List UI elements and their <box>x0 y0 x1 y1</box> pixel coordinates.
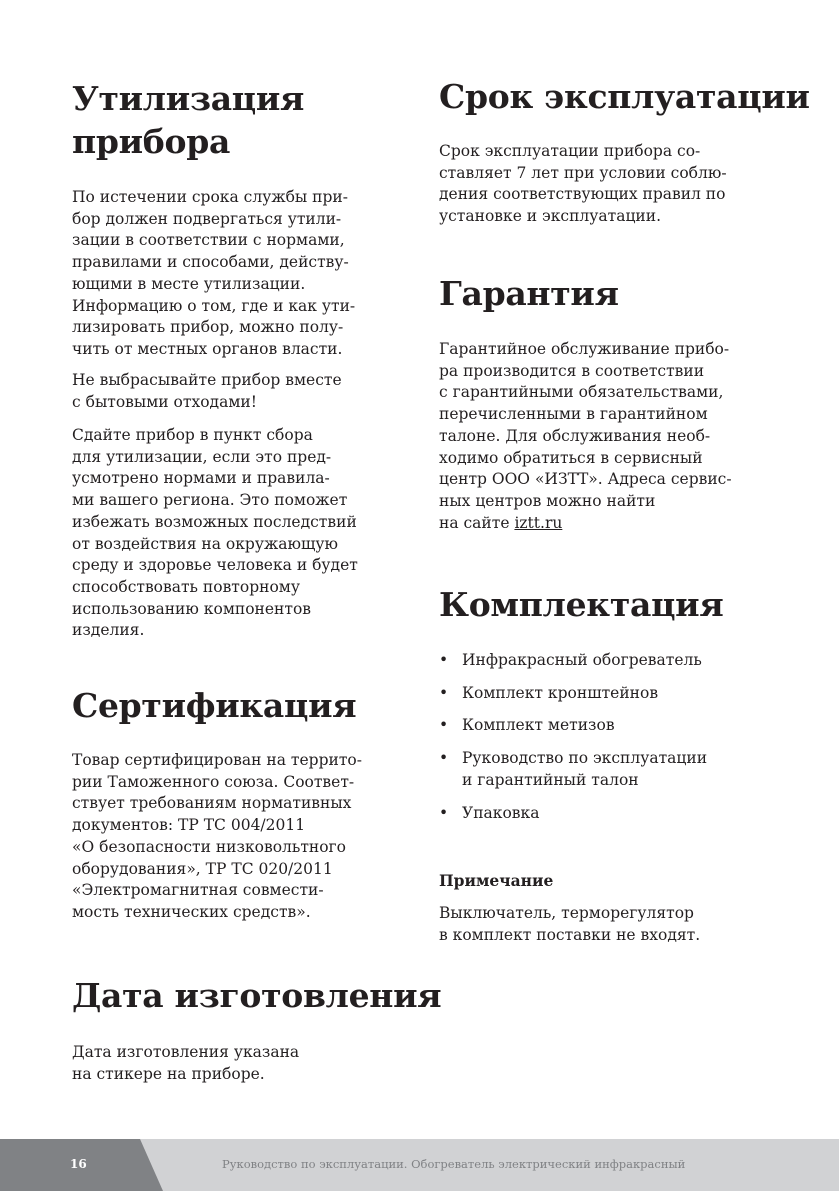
text-line: Сдайте прибор в пункт сбора <box>72 426 313 444</box>
list-item-text: Комплект кронштейнов <box>462 683 659 702</box>
text-line: документов: ТР ТС 004/2011 <box>72 816 306 835</box>
website-link[interactable]: iztt.ru <box>514 513 563 532</box>
warranty-site-prefix: на сайте <box>439 513 515 532</box>
text-line: ходимо обратиться в сервисный <box>439 448 703 467</box>
text-line: «Электромагнитная совмести- <box>72 881 324 900</box>
text-line: изделия. <box>72 621 145 640</box>
list-item <box>439 715 707 737</box>
text-line: талоне. Для обслуживания необ- <box>439 426 711 445</box>
text-line: ставляет 7 лет при условии соблю- <box>439 163 727 182</box>
text-line: зации в соответствии с нормами, <box>72 231 345 250</box>
list-item <box>439 803 707 825</box>
text-line: избежать возможных последствий <box>72 512 357 531</box>
list-item-text: и гарантийный талон <box>462 770 639 789</box>
warranty-title: Гарантия <box>439 274 619 313</box>
page-number: 16 <box>70 1157 87 1171</box>
text-line: использованию компонентов <box>72 599 312 618</box>
text-line: рии Таможенного союза. Соответ- <box>72 772 355 791</box>
text-line: ных центров можно найти <box>439 491 656 510</box>
text-line: с бытовыми отходами! <box>72 392 257 411</box>
text-line: ми вашего региона. Это поможет <box>72 491 348 510</box>
text-line: ющими в месте утилизации. <box>72 274 306 293</box>
utilization-paragraph-2 <box>72 370 342 413</box>
utilization-paragraph-1 <box>72 187 355 361</box>
text-line: мость технических средств». <box>72 902 311 921</box>
text-line: дения соответствующих правил по <box>439 185 726 204</box>
note-title: Примечание <box>439 871 554 890</box>
text-line: «О безопасности низковольтного <box>72 837 347 856</box>
page-footer <box>0 1139 839 1191</box>
text-line: Срок эксплуатации прибора со- <box>439 142 701 160</box>
list-item-text: Комплект метизов <box>462 716 615 735</box>
text-line: способствовать повторному <box>72 577 300 596</box>
list-item-text: Инфракрасный обогреватель <box>462 651 702 669</box>
text-line: Дата изготовления указана <box>72 1043 300 1061</box>
service-life-paragraph <box>439 141 727 228</box>
text-line: установке и эксплуатации. <box>439 207 662 226</box>
package-list <box>439 650 707 835</box>
manufacture-date-title: Дата изготовления <box>72 976 442 1015</box>
certification-paragraph <box>72 750 362 924</box>
bullet-icon: • <box>439 651 449 669</box>
text-line: усмотрено нормами и правила- <box>72 469 330 488</box>
text-line: Гарантийное обслуживание прибо- <box>439 340 730 358</box>
bullet-icon: • <box>439 749 449 768</box>
text-line: для утилизации, если это пред- <box>72 447 332 466</box>
text-line <box>439 513 732 535</box>
text-line: Информацию о том, где и как ути- <box>72 296 356 315</box>
text-line: бор должен подвергаться утили- <box>72 209 342 228</box>
list-item-text: Упаковка <box>462 803 540 822</box>
utilization-title-line: прибора <box>72 122 231 161</box>
text-line: центр ООО «ИЗТТ». Адреса сервис- <box>439 470 732 489</box>
note-text <box>439 903 700 946</box>
bullet-icon: • <box>439 683 449 702</box>
text-line: с гарантийными обязательствами, <box>439 383 724 402</box>
certification-title: Сертификация <box>72 686 357 725</box>
list-item-text: Руководство по эксплуатации <box>462 749 708 768</box>
bullet-icon: • <box>439 716 449 735</box>
text-line: среду и здоровье человека и будет <box>72 556 358 575</box>
text-line: ра производится в соответствии <box>439 361 705 380</box>
text-line: правилами и способами, действу- <box>72 253 349 272</box>
utilization-title-line: Утилизация <box>72 79 305 118</box>
text-line: Выключатель, терморегулятор <box>439 904 694 922</box>
utilization-paragraph-3 <box>72 425 358 642</box>
text-line: Не выбрасывайте прибор вместе <box>72 371 342 389</box>
warranty-paragraph <box>439 339 732 534</box>
text-line: По истечении срока службы при- <box>72 188 348 206</box>
service-life-title: Срок эксплуатации <box>439 77 810 116</box>
list-item <box>439 683 707 705</box>
list-item <box>439 650 707 672</box>
list-item <box>439 748 707 791</box>
bullet-icon: • <box>439 803 449 822</box>
text-line: в комплект поставки не входят. <box>439 925 701 944</box>
text-line: от воздействия на окружающую <box>72 534 338 553</box>
utilization-title <box>72 77 304 163</box>
text-line: перечисленными в гарантийном <box>439 405 708 424</box>
manufacture-date-paragraph <box>72 1042 299 1085</box>
text-line: ствует требованиям нормативных <box>72 794 352 813</box>
text-line: Товар сертифицирован на террито- <box>72 751 362 769</box>
text-line: оборудования», ТР ТС 020/2011 <box>72 859 333 878</box>
text-line: на стикере на приборе. <box>72 1064 265 1083</box>
footer-text: Руководство по эксплуатации. Обогреватель электрический инфракрасный <box>222 1157 686 1171</box>
text-line: лизировать прибор, можно полу- <box>72 318 344 337</box>
text-line: чить от местных органов власти. <box>72 339 343 358</box>
package-title: Комплектация <box>439 585 724 624</box>
